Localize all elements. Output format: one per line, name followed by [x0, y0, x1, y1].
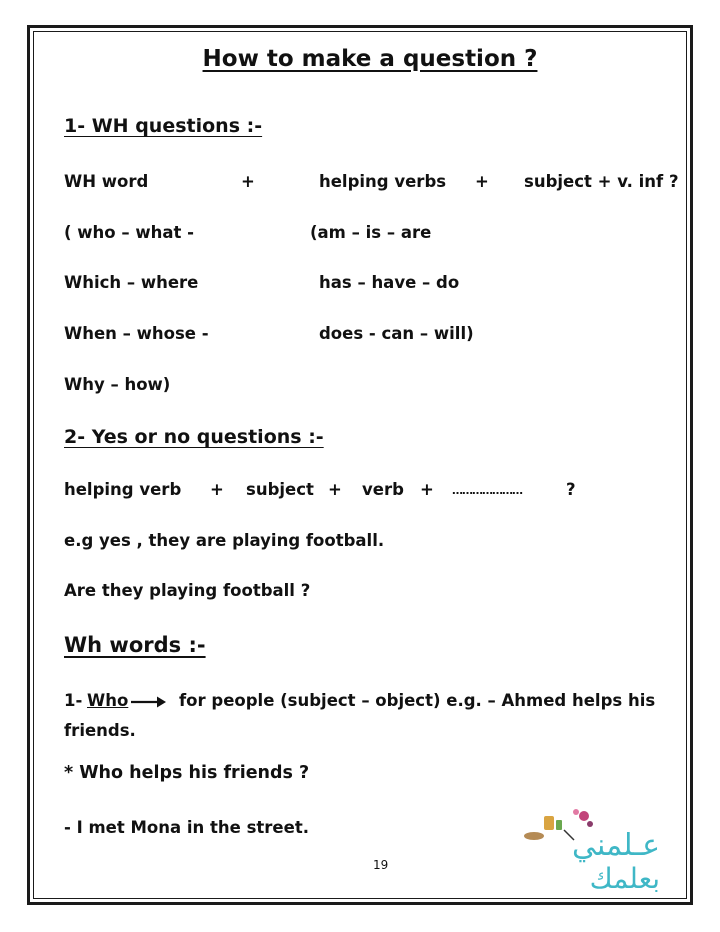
- wh-word-list-line: ( who – what -: [64, 223, 194, 242]
- publisher-logo: [508, 806, 668, 898]
- item-wh-word: Who: [87, 691, 129, 710]
- formula-helping-verb: helping verb: [64, 480, 182, 499]
- example-sentence-mona: - I met Mona in the street.: [64, 818, 309, 837]
- wh-word-list-line: Which – where: [64, 273, 199, 292]
- page-number: 19: [373, 858, 389, 872]
- formula-question-mark: ?: [566, 480, 576, 499]
- formula-verb: verb: [362, 480, 404, 499]
- logo-text-line2: بعلمك: [589, 862, 660, 895]
- section-heading-wh-questions: 1- WH questions :-: [64, 115, 263, 137]
- page-title: How to make a question ?: [202, 46, 538, 72]
- example-question-who: * Who helps his friends ?: [64, 763, 310, 783]
- helping-verb-list-line: has – have – do: [319, 273, 460, 292]
- wh-word-list-line: Why – how): [64, 375, 171, 394]
- helping-verb-list-line: (am – is – are: [310, 223, 432, 242]
- formula-subject: subject: [246, 480, 314, 499]
- formula-plus: +: [210, 480, 224, 499]
- formula-plus: +: [328, 480, 342, 499]
- formula-plus: +: [420, 480, 434, 499]
- helping-verb-list-line: does - can – will): [319, 324, 474, 343]
- example-sentence: e.g yes , they are playing football.: [64, 531, 385, 550]
- logo-text-line1: عـلمني: [571, 828, 660, 863]
- formula-plus: +: [475, 172, 489, 191]
- item-description: for people (subject – object) e.g. – Ahmed helps his: [179, 691, 656, 710]
- formula-subject-verb: subject + v. inf ?: [524, 172, 679, 191]
- item-number: 1-: [64, 691, 83, 710]
- wh-word-list-line: When – whose -: [64, 324, 209, 343]
- formula-plus: +: [241, 172, 255, 191]
- formula-helping-verbs: helping verbs: [319, 172, 447, 191]
- formula-wh-word: WH word: [64, 172, 149, 191]
- formula-blank-dots: …………………: [452, 484, 522, 497]
- section-heading-yes-no: 2- Yes or no questions :-: [64, 426, 324, 448]
- section-heading-wh-words: Wh words :-: [64, 633, 206, 657]
- example-question: Are they playing football ?: [64, 581, 311, 600]
- arrow-right-icon: [131, 695, 167, 709]
- item-description-continued: friends.: [64, 721, 136, 740]
